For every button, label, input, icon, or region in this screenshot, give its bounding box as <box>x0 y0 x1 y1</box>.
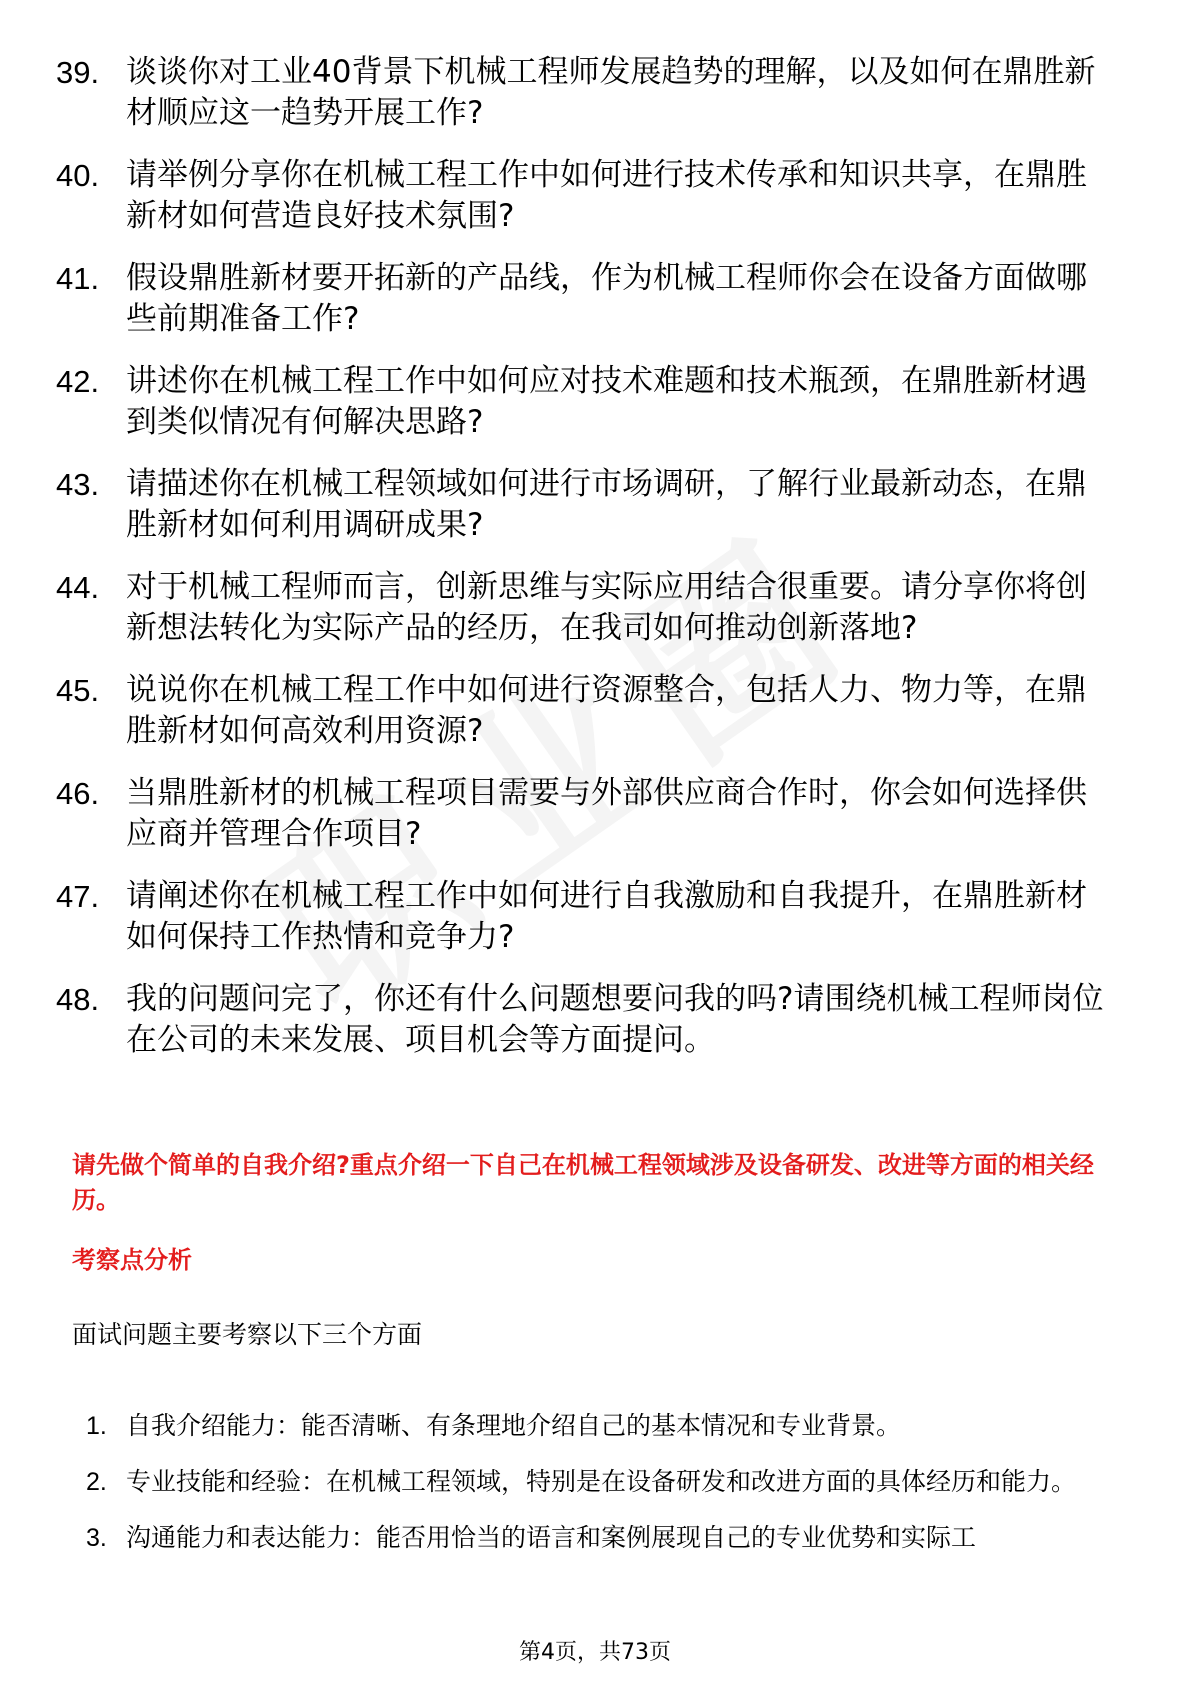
question-number: 47. <box>56 879 100 914</box>
question-item <box>56 155 1116 237</box>
question-item <box>56 52 1116 134</box>
question-text: 假设鼎胜新材要开拓新的产品线，作为机械工程师你会在设备方面做哪些前期准备工作? <box>126 260 1087 337</box>
question-text: 请描述你在机械工程领域如何进行市场调研，了解行业最新动态，在鼎胜新材如何利用调研成果? <box>126 466 1087 543</box>
analysis-point-text: 专业技能和经验：在机械工程领域，特别是在设备研发和改进方面的具体经历和能力。 <box>126 1467 1077 1496</box>
question-text: 说说你在机械工程工作中如何进行资源整合，包括人力、物力等，在鼎胜新材如何高效利用资源? <box>126 672 1087 749</box>
question-text: 我的问题问完了，你还有什么问题想要问我的吗?请围绕机械工程师岗位在公司的未来发展、项目机会等方面提问。 <box>126 981 1104 1058</box>
page-footer: 第4页，共73页 <box>519 1640 671 1665</box>
question-text: 讲述你在机械工程工作中如何应对技术难题和技术瓶颈，在鼎胜新材遇到类似情况有何解决思路? <box>126 363 1087 440</box>
analysis-heading: 考察点分析 <box>72 1246 192 1274</box>
highlight-question: 请先做个简单的自我介绍?重点介绍一下自己在机械工程领域涉及设备研发、改进等方面的相关经历。 <box>72 1151 1094 1214</box>
question-text: 对于机械工程师而言，创新思维与实际应用结合很重要。请分享你将创新想法转化为实际产品的经历，在我司如何推动创新落地? <box>126 569 1087 646</box>
analysis-point-number: 2. <box>86 1468 107 1496</box>
analysis-point <box>86 1510 1116 1566</box>
question-text: 请阐述你在机械工程工作中如何进行自我激励和自我提升，在鼎胜新材如何保持工作热情和竞争力? <box>126 878 1087 955</box>
question-number: 39. <box>56 55 100 90</box>
analysis-intro: 面试问题主要考察以下三个方面 <box>72 1320 423 1349</box>
question-text: 请举例分享你在机械工程工作中如何进行技术传承和知识共享，在鼎胜新材如何营造良好技术氛围? <box>126 157 1087 234</box>
analysis-list <box>0 1398 1190 1566</box>
analysis-point <box>86 1398 1116 1454</box>
question-number: 42. <box>56 364 100 399</box>
question-item <box>56 876 1116 958</box>
question-number: 45. <box>56 673 100 708</box>
question-number: 40. <box>56 158 100 193</box>
question-item <box>56 258 1116 340</box>
question-list <box>0 52 1190 1082</box>
question-item <box>56 361 1116 443</box>
question-item <box>56 979 1116 1061</box>
analysis-point-text: 自我介绍能力：能否清晰、有条理地介绍自己的基本情况和专业背景。 <box>126 1411 902 1440</box>
analysis-point-number: 1. <box>86 1412 107 1440</box>
question-item <box>56 567 1116 649</box>
analysis-point-text: 沟通能力和表达能力：能否用恰当的语言和案例展现自己的专业优势和实际工 <box>126 1523 977 1552</box>
question-item <box>56 773 1116 855</box>
question-number: 44. <box>56 570 100 605</box>
question-number: 48. <box>56 982 100 1017</box>
analysis-point-number: 3. <box>86 1524 107 1552</box>
question-number: 43. <box>56 467 100 502</box>
question-item <box>56 670 1116 752</box>
question-text: 谈谈你对工业40背景下机械工程师发展趋势的理解，以及如何在鼎胜新材顺应这一趋势开展工作? <box>126 54 1096 131</box>
question-text: 当鼎胜新材的机械工程项目需要与外部供应商合作时，你会如何选择供应商并管理合作项目? <box>126 775 1087 852</box>
question-item <box>56 464 1116 546</box>
question-number: 46. <box>56 776 100 811</box>
question-number: 41. <box>56 261 100 296</box>
analysis-point <box>86 1454 1116 1510</box>
